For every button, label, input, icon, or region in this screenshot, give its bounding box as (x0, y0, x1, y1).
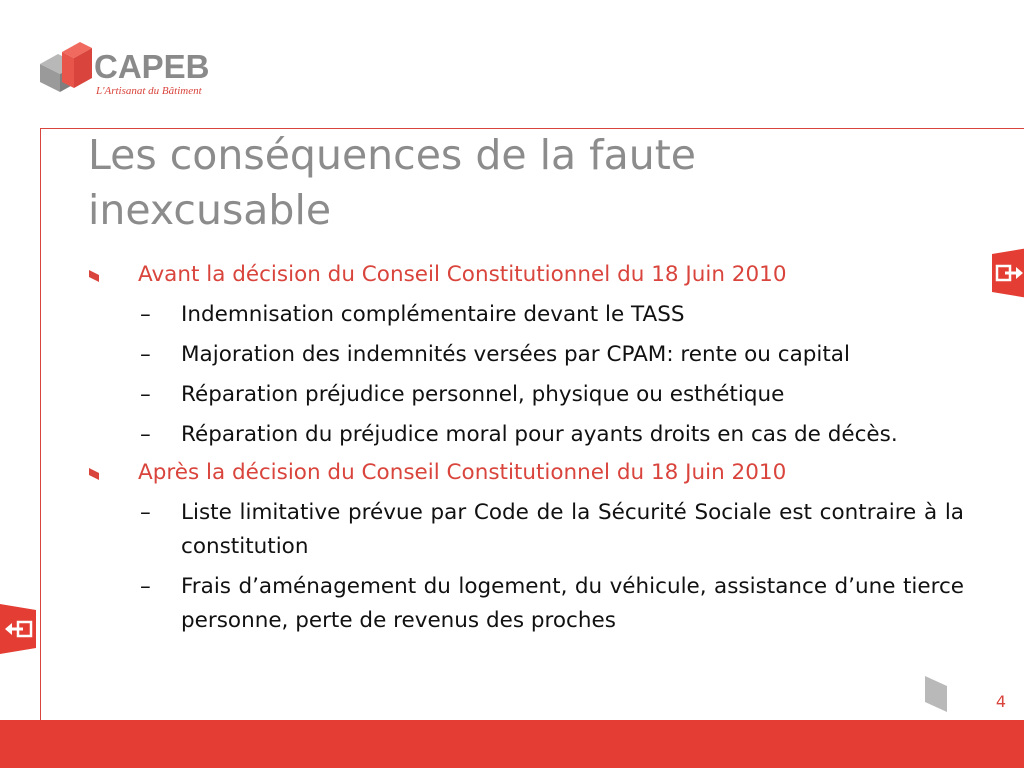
red-cube-bullet-icon (88, 467, 100, 481)
sub-item-text: Réparation du préjudice moral pour ayants droits en cas de décès. (181, 422, 898, 447)
exit-arrow-left-icon (0, 604, 36, 654)
bullet-text: Avant la décision du Conseil Constitutionnel du 18 Juin 2010 (138, 262, 787, 287)
svg-text:L'Artisanat du Bâtiment: L'Artisanat du Bâtiment (96, 85, 202, 97)
bullet-text: Après la décision du Conseil Constitutionnel du 18 Juin 2010 (138, 460, 787, 485)
red-cube-bullet-icon (88, 269, 100, 283)
footer-bar (0, 720, 1024, 768)
bullet-item (88, 456, 964, 490)
next-slide-button[interactable] (992, 248, 1024, 298)
sub-item-text: Frais d’aménagement du logement, du véhicule, assistance d’une tierce personne, perte de revenus des proches (181, 574, 964, 633)
sub-item-text: Indemnisation complémentaire devant le TASS (181, 302, 685, 327)
sub-item (88, 570, 964, 638)
gray-cube-decoration (925, 676, 949, 712)
slide-title: Les conséquences de la faute inexcusable (88, 131, 696, 234)
frame-left-line (40, 128, 41, 720)
dash-marker: – (140, 574, 151, 599)
page-number: 4 (995, 692, 1006, 711)
dash-marker: – (140, 302, 151, 327)
dash-marker: – (140, 500, 151, 525)
sub-item (88, 378, 964, 412)
sub-item-text: Liste limitative prévue par Code de la Sécurité Sociale est contraire à la constitution (181, 500, 964, 559)
dash-marker: – (140, 382, 151, 407)
exit-arrow-right-icon (992, 248, 1024, 298)
slide-content (88, 258, 964, 638)
sub-item-text: Majoration des indemnités versées par CPAM: rente ou capital (181, 342, 850, 367)
dash-marker: – (140, 342, 151, 367)
bullet-item (88, 258, 964, 292)
sub-item-text: Réparation préjudice personnel, physique ou esthétique (181, 382, 785, 407)
sub-item (88, 298, 964, 332)
sub-item (88, 496, 964, 564)
sub-item (88, 418, 964, 452)
previous-slide-button[interactable] (0, 604, 36, 654)
dash-marker: – (140, 422, 151, 447)
svg-text:CAPEB: CAPEB (94, 48, 210, 85)
sub-item (88, 338, 964, 372)
capeb-logo (38, 34, 213, 106)
